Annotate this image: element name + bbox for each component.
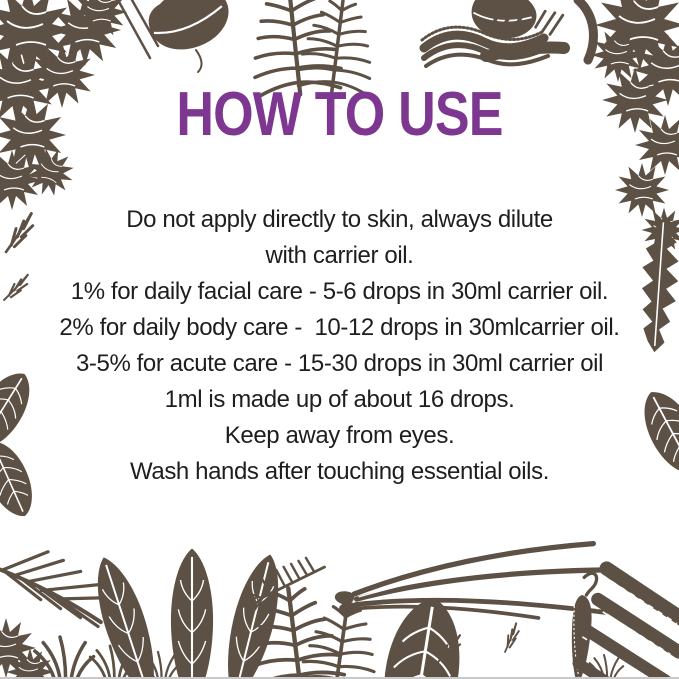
leaf-sprig-icon — [0, 213, 40, 252]
page-title: HOW TO USE — [176, 80, 503, 149]
round-leaf-top-icon — [118, 0, 235, 72]
instruction-line: Wash hands after touching essential oils. — [130, 458, 549, 485]
veined-leaf-right-icon — [632, 382, 679, 484]
pine-frond-top-icon — [246, 0, 379, 99]
instruction-line: with carrier oil. — [265, 242, 414, 269]
feather-branch-icon — [0, 546, 114, 627]
veined-leaf-left-icon — [0, 434, 43, 524]
instruction-line: 2% for daily body care - 10-12 drops in 30mlcarrier oil. — [59, 314, 620, 341]
veined-leaf-left-icon — [0, 363, 42, 458]
holly-bush-top-right-icon — [591, 0, 679, 253]
leaf-sprig-icon — [1, 275, 31, 300]
instruction-line: 3-5% for acute care - 15-30 drops in 30ml carrier oil — [75, 350, 604, 377]
instruction-line: 1% for daily facial care - 5-6 drops in 30ml carrier oil. — [70, 278, 609, 305]
leaf-sprig-icon — [495, 623, 525, 652]
brush-dashes-icon — [536, 11, 563, 34]
dock-leaf-cluster-icon — [85, 549, 290, 679]
crescent-stem-icon — [578, 0, 593, 60]
instruction-line: Do not apply directly to skin, always dilute — [126, 206, 553, 233]
dense-bush-top-left-icon — [0, 0, 127, 210]
instruction-line: 1ml is made up of about 16 drops. — [164, 386, 515, 413]
instruction-line: Keep away from eyes. — [224, 422, 455, 449]
